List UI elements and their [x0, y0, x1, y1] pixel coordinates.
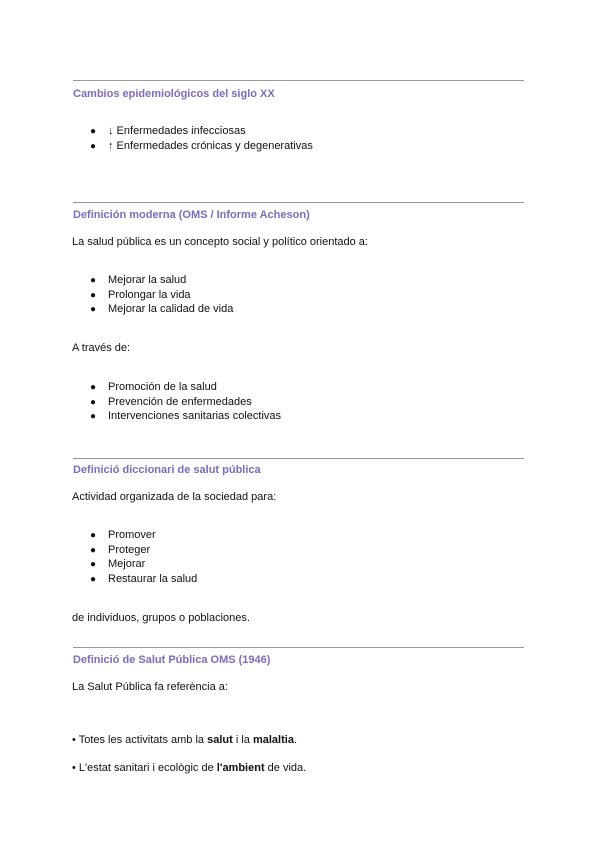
list-item: ● Mejorar la calidad de vida [90, 302, 233, 317]
list-cambios [90, 124, 313, 153]
list-item: ● Prolongar la vida [90, 288, 233, 303]
list-acciones [90, 528, 197, 587]
list-medios [90, 380, 281, 424]
heading-definicion-moderna: Definición moderna (OMS / Informe Acheson) [73, 209, 310, 221]
bullet-icon: ● [90, 544, 97, 556]
bullet-icon: ● [90, 304, 97, 316]
bullet-icon: ● [90, 382, 97, 393]
bullet-icon: ● [90, 289, 97, 301]
list-item: ● Mejorar [90, 557, 197, 572]
bullet-icon: ● [90, 126, 97, 137]
paragraph-de-individuos: de individuos, grupos o poblaciones. [72, 612, 250, 624]
list-item: ● Promover [90, 528, 197, 543]
paragraph-estat-sanitari-ambient: • L'estat sanitari i ecològic de l'ambient de vida. [72, 762, 307, 774]
paragraph-activitats-salut-malaltia: • Totes les activitats amb la salut i la malaltia. [72, 734, 297, 746]
list-item: ● ↑ Enfermedades crónicas y degenerativas [90, 139, 313, 154]
paragraph-actividad-organizada: Actividad organizada de la sociedad para: [72, 491, 277, 503]
list-item: ● Restaurar la salud [90, 572, 197, 587]
divider-4 [73, 647, 524, 648]
bullet-icon: ● [90, 411, 97, 423]
divider-3 [73, 458, 524, 459]
paragraph-a-traves-de: A través de: [72, 342, 131, 354]
list-item: ● Prevención de enfermedades [90, 395, 281, 410]
paragraph-salut-publica-fa-referencia: La Salut Pública fa referència a: [72, 681, 228, 693]
bullet-icon: ● [90, 530, 97, 541]
heading-definicio-oms-1946: Definició de Salut Pública OMS (1946) [73, 654, 271, 666]
bullet-icon: ● [90, 559, 97, 571]
bullet-icon: ● [90, 140, 97, 152]
divider-2 [73, 202, 524, 203]
bullet-icon: ● [90, 275, 97, 286]
list-item: ● ↓ Enfermedades infecciosas [90, 124, 313, 139]
bullet-icon: ● [90, 574, 97, 586]
heading-definicio-diccionari: Definició diccionari de salut pública [73, 464, 261, 476]
list-item: ● Proteger [90, 543, 197, 558]
bullet-icon: ● [90, 396, 97, 408]
list-objetivos [90, 273, 233, 317]
paragraph-intro-salud-publica: La salud pública es un concepto social y político orientado a: [72, 236, 368, 248]
list-item: ● Intervenciones sanitarias colectivas [90, 409, 281, 424]
heading-cambios-epidemiologicos: Cambios epidemiológicos del siglo XX [73, 88, 275, 100]
divider-1 [73, 80, 524, 81]
list-item: ● Mejorar la salud [90, 273, 233, 288]
list-item: ● Promoción de la salud [90, 380, 281, 395]
